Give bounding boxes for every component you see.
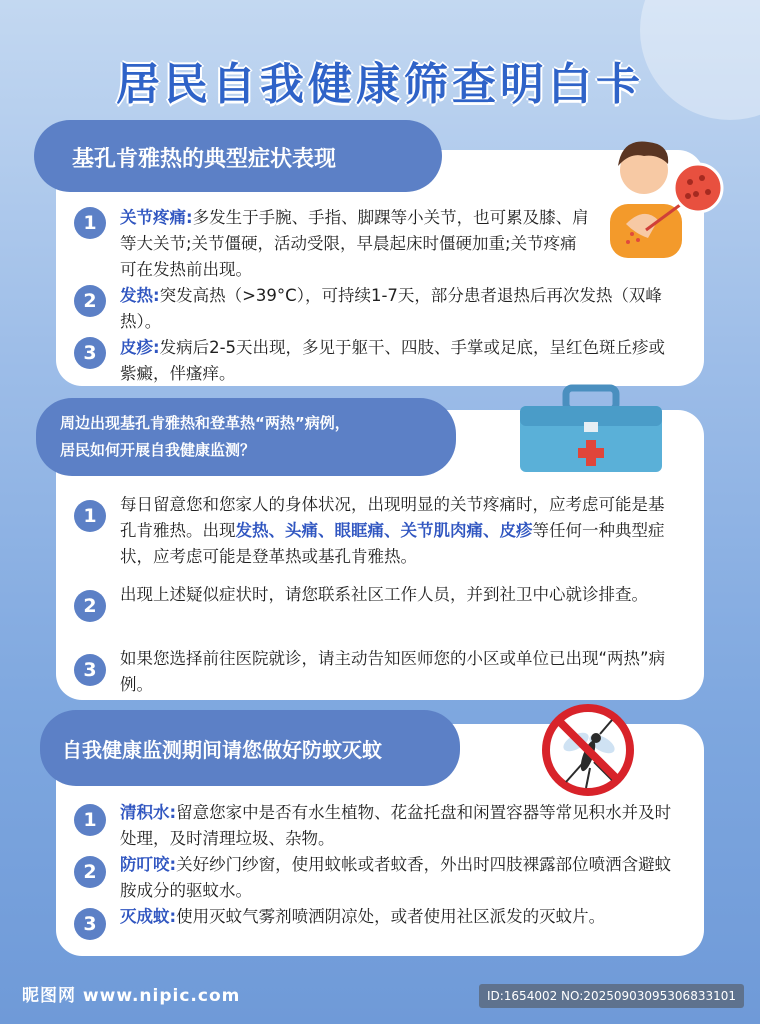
rash-spot [685, 193, 691, 199]
item-label: 关节疼痛: [120, 208, 193, 227]
item-text [120, 904, 680, 930]
mosquito-heading: 自我健康监测期间请您做好防蚊灭蚊 [40, 710, 460, 786]
rash-dot [626, 240, 630, 244]
separator: 、 [318, 521, 335, 540]
medical-kit-icon [516, 384, 666, 476]
no-mosquito-icon [540, 702, 636, 798]
symptoms-heading: 基孔肯雅热的典型症状表现 [34, 120, 442, 192]
item-label: 发热: [120, 286, 160, 305]
mosquito-head [591, 733, 601, 743]
symptom-highlight: 发热 [235, 521, 269, 540]
separator: 、 [384, 521, 401, 540]
symptom-highlight: 眼眶痛 [334, 521, 384, 540]
item-text [120, 492, 680, 570]
symptom-highlight: 皮疹 [499, 521, 533, 540]
separator: 、 [268, 521, 285, 540]
symptom-highlight: 关节肌肉痛 [400, 521, 483, 540]
item-body: 等任何一种典型症状，应考虑可能是登革热或基孔肯雅热。 [120, 521, 665, 566]
rash-zoom-circle [674, 164, 722, 212]
item-number: 3 [74, 908, 106, 940]
kit-latch [584, 422, 598, 432]
item-number: 3 [74, 337, 106, 369]
rash-spot [699, 175, 705, 181]
rash-spot [705, 189, 711, 195]
item-body: 使用灭蚊气雾剂喷洒阴凉处，或者使用社区派发的灭蚊片。 [176, 907, 606, 926]
item-label: 灭成蚊: [120, 907, 177, 926]
item-text [120, 205, 590, 283]
item-number: 1 [74, 500, 106, 532]
item-number: 2 [74, 285, 106, 317]
item-body: 多发生于手腕、手指、脚踝等小关节，也可累及膝、肩等大关节;关节僵硬，活动受限，早晨起床时僵硬加重;关节疼痛可在发热前出现。 [120, 208, 589, 279]
item-label: 防叮咬: [120, 855, 177, 874]
site-watermark: 昵图网 www.nipic.com [22, 986, 241, 1006]
item-body: 留意您家中是否有水生植物、花盆托盘和闲置容器等常见积水并及时处理，及时清理垃圾、杂物。 [120, 803, 672, 848]
item-body: 关好纱门纱窗，使用蚊帐或者蚊香，外出时四肢裸露部位喷洒含避蚊胺成分的驱蚊水。 [120, 855, 672, 900]
monitoring-heading-line2: 居民如何开展自我健康监测？ [60, 441, 256, 459]
item-text [120, 852, 680, 904]
symptom-highlight: 头痛 [285, 521, 318, 540]
item-body: 每日留意您和您家人的身体状况，出现明显的关节疼痛时，应考虑可能是基孔肯雅热。出现 [120, 495, 665, 540]
item-text: 如果您选择前往医院就诊，请主动告知医师您的小区或单位已出现“两热”病例。 [120, 649, 666, 694]
item-body: 突发高热（>39°C），可持续1-7天，部分患者退热后再次发热（双峰热）。 [120, 286, 662, 331]
item-text [120, 335, 680, 387]
rash-dot [630, 232, 634, 236]
item-text [120, 800, 680, 852]
item-number: 2 [74, 856, 106, 888]
image-id-watermark: ID:1654002 NO:20250903095306833101 [479, 984, 744, 1008]
sick-person-icon [592, 126, 724, 258]
item-body: 发病后2-5天出现，多见于躯干、四肢、手掌或足底，呈红色斑丘疹或紫癜，伴瘙痒。 [120, 338, 666, 383]
monitoring-heading [36, 398, 456, 476]
item-text: 出现上述疑似症状时，请您联系社区工作人员，并到社卫中心就诊排查。 [120, 585, 648, 604]
item-number: 3 [74, 654, 106, 686]
rash-spot [693, 191, 699, 197]
item-number: 1 [74, 207, 106, 239]
separator: 、 [483, 521, 500, 540]
item-number: 2 [74, 590, 106, 622]
item-text [120, 283, 680, 335]
item-label: 皮疹: [120, 338, 160, 357]
monitoring-heading-line1: 周边出现基孔肯雅热和登革热“两热”病例， [60, 414, 350, 432]
cross-horizontal [578, 448, 604, 458]
rash-spot [687, 179, 693, 185]
page-title: 居民自我健康筛查明白卡 [116, 59, 644, 110]
item-label: 清积水: [120, 803, 177, 822]
item-number: 1 [74, 804, 106, 836]
rash-dot [636, 238, 640, 242]
